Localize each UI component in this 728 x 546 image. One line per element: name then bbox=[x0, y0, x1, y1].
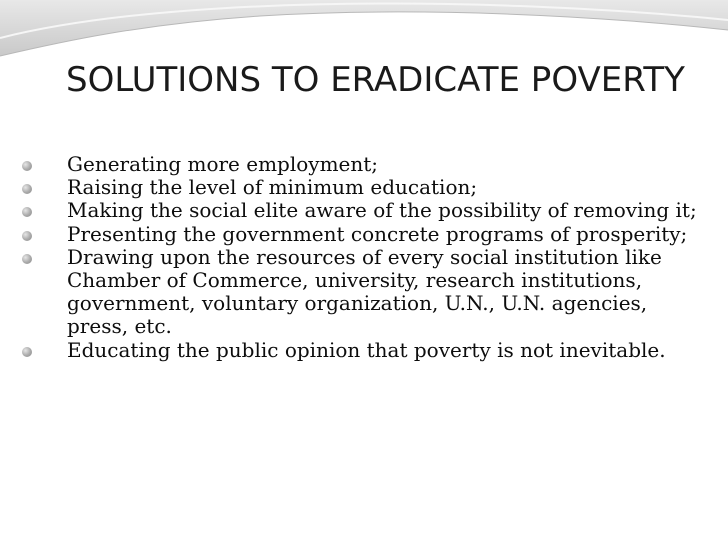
bullet-text: Generating more employment; bbox=[67, 152, 379, 176]
bullet-dot-icon bbox=[22, 231, 32, 241]
bullet-text: Drawing upon the resources of every social institution like Chamber of Commerce, university, research institutions, government, voluntary organization, U.N., U.N. agencies, press, etc. bbox=[67, 244, 662, 339]
bullet-dot-icon bbox=[22, 254, 32, 264]
bullet-item-government-programs bbox=[22, 223, 702, 246]
bullet-dot-icon bbox=[22, 207, 32, 217]
header-swoosh-decoration bbox=[0, 0, 728, 60]
bullet-item-education bbox=[22, 176, 702, 199]
bullet-item-employment bbox=[22, 153, 702, 176]
bullet-item-public-opinion bbox=[22, 339, 702, 362]
bullet-text: Presenting the government concrete programs of prosperity; bbox=[67, 221, 688, 246]
bullet-text: Educating the public opinion that poverty is not inevitable. bbox=[67, 337, 666, 362]
bullet-dot-icon bbox=[22, 161, 32, 171]
bullet-dot-icon bbox=[22, 347, 32, 357]
bullet-text: Raising the level of minimum education; bbox=[67, 175, 478, 200]
bullet-item-social-elite bbox=[22, 199, 702, 222]
bullet-item-social-institutions bbox=[22, 246, 702, 339]
bullet-list bbox=[22, 153, 702, 362]
bullet-text: Making the social elite aware of the possibility of removing it; bbox=[67, 198, 697, 223]
bullet-dot-icon bbox=[22, 184, 32, 194]
slide-title: SOLUTIONS TO ERADICATE POVERTY bbox=[66, 60, 685, 100]
